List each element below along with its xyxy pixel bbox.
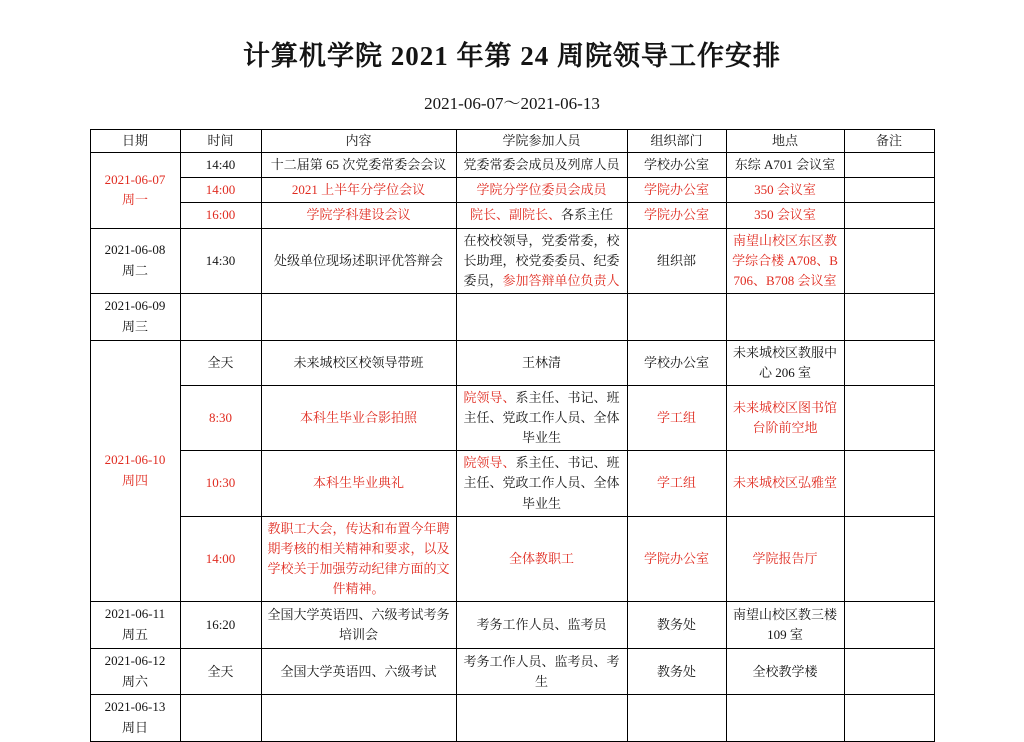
remark-cell — [844, 293, 934, 340]
content-cell — [261, 451, 456, 516]
table-row — [90, 695, 934, 742]
text-segment: 8:30 — [208, 410, 233, 425]
text-segment: 全体教职工 — [508, 550, 574, 566]
time-cell — [180, 602, 261, 649]
participants-cell — [456, 385, 627, 450]
text-segment: 学工组 — [656, 475, 696, 491]
text-segment: 学校办公室 — [643, 354, 709, 370]
time-cell — [180, 451, 261, 516]
text-segment: 院领导、 — [463, 389, 516, 405]
text-segment: 学校办公室 — [643, 157, 709, 173]
department-cell — [627, 602, 726, 649]
department-cell — [627, 695, 726, 742]
remark-cell — [844, 602, 934, 649]
table-row — [90, 178, 934, 203]
table-row — [90, 385, 934, 450]
time-cell — [180, 203, 261, 228]
time-cell — [180, 153, 261, 178]
text-segment: 本科生毕业典礼 — [312, 475, 404, 491]
text-segment: 未来城校区弘雅堂 — [732, 475, 837, 491]
time-cell — [180, 695, 261, 742]
participants-cell — [456, 293, 627, 340]
participants-cell — [456, 228, 627, 293]
text-segment: 十二届第 65 次党委常委会会议 — [270, 157, 447, 173]
location-cell — [726, 385, 844, 450]
text-segment: 学院分学位委员会成员 — [476, 182, 607, 198]
weekday-text: 周五 — [121, 627, 148, 643]
text-segment: 学院办公室 — [643, 207, 709, 223]
text-segment: 全国大学英语四、六级考试考务培训会 — [267, 606, 450, 643]
remark-cell — [844, 385, 934, 450]
department-cell — [627, 228, 726, 293]
date-text: 2021-06-11 — [104, 606, 166, 622]
time-cell — [180, 340, 261, 385]
text-segment: 院领导、 — [463, 455, 516, 471]
department-cell — [627, 178, 726, 203]
participants-cell — [456, 178, 627, 203]
content-cell — [261, 516, 456, 602]
text-segment: 未来城校区教服中心 206 室 — [732, 344, 837, 380]
column-header: 时间 — [180, 130, 261, 153]
text-segment: 组织部 — [656, 252, 696, 268]
text-segment: 党委常委会成员及列席人员 — [463, 157, 620, 173]
remark-cell — [844, 178, 934, 203]
remark-cell — [844, 695, 934, 742]
location-cell — [726, 340, 844, 385]
column-header: 组织部门 — [627, 130, 726, 153]
content-cell — [261, 340, 456, 385]
text-segment: 350 会议室 — [754, 207, 816, 223]
location-cell — [726, 293, 844, 340]
table-row — [90, 602, 934, 649]
text-segment: 教务处 — [656, 616, 696, 632]
text-segment: 考务工作人员、监考员 — [476, 616, 607, 632]
text-segment: 全天 — [207, 354, 234, 370]
text-segment: 全天 — [207, 663, 234, 679]
date-cell — [90, 648, 180, 695]
content-cell — [261, 648, 456, 695]
weekday-text: 周二 — [121, 262, 148, 278]
content-cell — [261, 203, 456, 228]
text-segment: 在校校领导，党委常委，校长助理，校党委委员、纪委委员， — [463, 232, 620, 288]
text-segment: 王林清 — [521, 354, 561, 370]
text-segment: 系主任、书记、班主任、党政工作人员、全体毕业生 — [463, 389, 620, 446]
text-segment: 未来城校区校领导带班 — [293, 354, 424, 370]
text-segment: 未来城校区图书馆台阶前空地 — [732, 399, 837, 436]
department-cell — [627, 203, 726, 228]
weekday-text: 周六 — [121, 673, 148, 689]
date-cell — [90, 293, 180, 340]
column-header: 日期 — [90, 130, 180, 153]
text-segment: 南望山校区东区教学综合楼 A708、B706、B708 会议室 — [732, 232, 838, 288]
content-cell — [261, 695, 456, 742]
participants-cell — [456, 695, 627, 742]
date-text: 2021-06-09 — [104, 297, 166, 313]
location-cell — [726, 602, 844, 649]
date-cell — [90, 228, 180, 293]
text-segment: 16:20 — [205, 616, 236, 632]
date-text: 2021-06-10 — [104, 452, 166, 468]
department-cell — [627, 516, 726, 602]
text-segment: 14:30 — [205, 252, 236, 268]
weekday-text: 周三 — [121, 318, 148, 334]
location-cell — [726, 228, 844, 293]
time-cell — [180, 516, 261, 602]
text-segment: 10:30 — [205, 475, 236, 491]
content-cell — [261, 228, 456, 293]
text-segment: 14:00 — [205, 550, 236, 566]
column-header: 备注 — [844, 130, 934, 153]
table-row — [90, 340, 934, 385]
content-cell — [261, 293, 456, 340]
text-segment: 考务工作人员、监考员、考生 — [463, 653, 620, 689]
text-segment: 2021 上半年分学位会议 — [291, 182, 426, 198]
table-row — [90, 648, 934, 695]
remark-cell — [844, 648, 934, 695]
column-header: 地点 — [726, 130, 844, 153]
department-cell — [627, 385, 726, 450]
text-segment: 学工组 — [656, 410, 696, 425]
time-cell — [180, 178, 261, 203]
table-row — [90, 153, 934, 178]
location-cell — [726, 203, 844, 228]
text-segment: 全校教学楼 — [752, 663, 818, 679]
department-cell — [627, 293, 726, 340]
weekday-text: 周四 — [121, 472, 148, 488]
date-text: 2021-06-08 — [104, 241, 166, 257]
table-row — [90, 516, 934, 602]
location-cell — [726, 516, 844, 602]
schedule-table — [90, 129, 935, 742]
text-segment: 参加答辩单位负责人 — [502, 272, 620, 288]
column-header: 学院参加人员 — [456, 130, 627, 153]
text-segment: 教职工大会，传达和布置今年聘期考核的相关精神和要求，以及学校关于加强劳动纪律方面的文件精神。 — [267, 520, 450, 597]
table-row — [90, 293, 934, 340]
text-segment: 学院办公室 — [643, 550, 709, 566]
date-text: 2021-06-07 — [104, 171, 166, 187]
content-cell — [261, 153, 456, 178]
participants-cell — [456, 648, 627, 695]
department-cell — [627, 153, 726, 178]
time-cell — [180, 228, 261, 293]
date-cell — [90, 153, 180, 228]
department-cell — [627, 648, 726, 695]
table-header — [90, 130, 934, 153]
participants-cell — [456, 340, 627, 385]
participants-cell — [456, 602, 627, 649]
weekday-text: 周日 — [121, 720, 148, 736]
table-row — [90, 451, 934, 516]
participants-cell — [456, 451, 627, 516]
remark-cell — [844, 228, 934, 293]
text-segment: 14:40 — [205, 157, 236, 173]
table-row — [90, 228, 934, 293]
text-segment: 系主任、书记、班主任、党政工作人员、全体毕业生 — [463, 455, 620, 511]
weekday-text: 周一 — [121, 192, 148, 208]
remark-cell — [844, 153, 934, 178]
content-cell — [261, 602, 456, 649]
text-segment: 院长、副院长、 — [469, 207, 561, 223]
date-text: 2021-06-13 — [104, 699, 166, 715]
text-segment: 处级单位现场述职评优答辩会 — [273, 252, 443, 268]
text-segment: 东综 A701 会议室 — [734, 157, 836, 173]
remark-cell — [844, 203, 934, 228]
date-range-subtitle: 2021-06-07～2021-06-13 — [424, 94, 600, 113]
remark-cell — [844, 340, 934, 385]
text-segment: 350 会议室 — [754, 182, 816, 198]
column-header: 内容 — [261, 130, 456, 153]
text-segment: 全国大学英语四、六级考试 — [280, 663, 437, 679]
text-segment: 本科生毕业合影拍照 — [299, 410, 417, 425]
content-cell — [261, 385, 456, 450]
text-segment: 学院报告厅 — [752, 550, 818, 566]
time-cell — [180, 648, 261, 695]
department-cell — [627, 451, 726, 516]
date-text: 2021-06-12 — [104, 652, 166, 668]
text-segment: 16:00 — [205, 207, 236, 223]
participants-cell — [456, 153, 627, 178]
document-title: 计算机学院 2021 年第 24 周院领导工作安排 — [243, 41, 781, 71]
location-cell — [726, 178, 844, 203]
text-segment: 学院办公室 — [643, 182, 709, 198]
time-cell — [180, 293, 261, 340]
participants-cell — [456, 203, 627, 228]
table-body — [90, 153, 934, 742]
remark-cell — [844, 451, 934, 516]
location-cell — [726, 695, 844, 742]
remark-cell — [844, 516, 934, 602]
location-cell — [726, 451, 844, 516]
content-cell — [261, 178, 456, 203]
time-cell — [180, 385, 261, 450]
date-cell — [90, 602, 180, 649]
text-segment: 14:00 — [205, 182, 236, 198]
date-cell — [90, 340, 180, 602]
table-row — [90, 203, 934, 228]
text-segment: 学院学科建设会议 — [306, 207, 411, 223]
text-segment: 南望山校区教三楼 109 室 — [732, 606, 837, 643]
text-segment: 教务处 — [656, 663, 696, 679]
header-row — [90, 130, 934, 153]
date-cell — [90, 695, 180, 742]
department-cell — [627, 340, 726, 385]
text-segment: 各系主任 — [561, 207, 614, 223]
participants-cell — [456, 516, 627, 602]
location-cell — [726, 153, 844, 178]
location-cell — [726, 648, 844, 695]
